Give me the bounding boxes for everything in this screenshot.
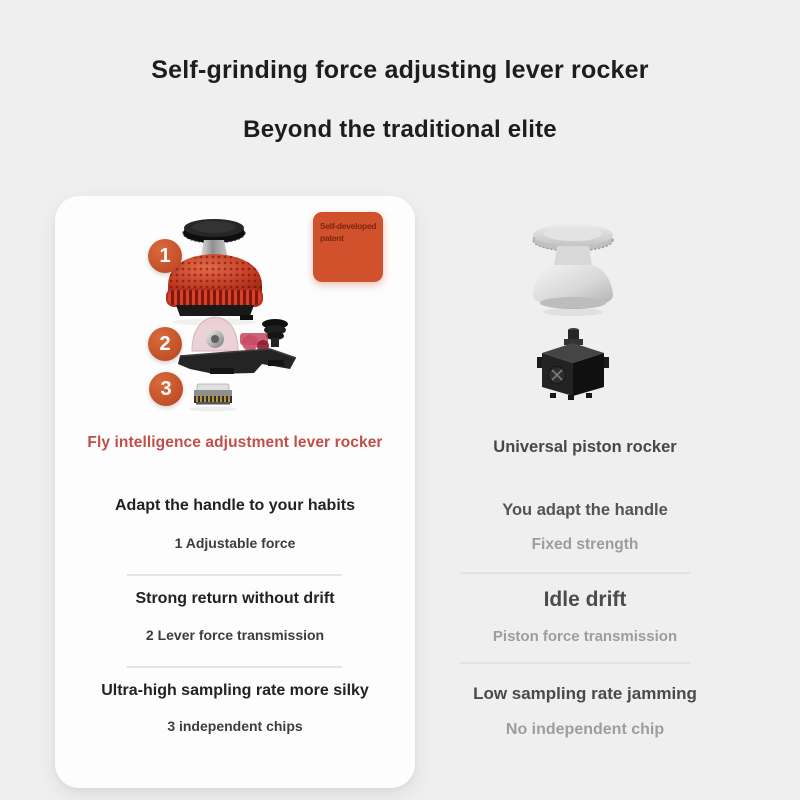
right-feature-3-title: Low sampling rate jamming — [473, 684, 697, 703]
left-feature-2-title: Strong return without drift — [135, 590, 335, 607]
right-feature-2-title: Idle drift — [543, 588, 627, 611]
part-marker-1: 1 — [148, 239, 182, 273]
right-feature-1-subtitle: Fixed strength — [531, 536, 639, 553]
right-feature-1-title: You adapt the handle — [502, 501, 668, 519]
left-feature-1-title: Adapt the handle to your habits — [114, 497, 355, 514]
right-feature-3-subtitle: No independent chip — [505, 721, 665, 738]
left-feature-3-subtitle: 3 independent chips — [167, 718, 303, 734]
left-product-card — [55, 196, 415, 788]
part-marker-3: 3 — [149, 372, 183, 406]
gray-thumbstick-cap — [533, 224, 613, 316]
piston-rocker-illustration — [520, 215, 630, 405]
left-feature-2-subtitle: 2 Lever force transmission — [145, 627, 325, 643]
joystick-cap — [183, 219, 245, 259]
piston-module — [537, 328, 609, 400]
joystick-red-body — [166, 254, 263, 326]
lever-mechanism — [178, 317, 296, 374]
self-developed-patent-badge: Self-developed patent — [313, 212, 383, 282]
left-feature-3-title: Ultra-high sampling rate more silky — [101, 682, 369, 699]
left-divider-1 — [127, 574, 342, 576]
right-divider-2 — [460, 662, 690, 664]
right-divider-1 — [460, 572, 690, 574]
right-product-heading: Universal piston rocker — [493, 438, 677, 456]
left-feature-1-subtitle: 1 Adjustable force — [174, 535, 296, 551]
left-divider-2 — [127, 666, 342, 668]
right-feature-2-subtitle: Piston force transmission — [492, 628, 678, 645]
left-product-heading: Fly intelligence adjustment lever rocker — [87, 434, 383, 451]
part-marker-2: 2 — [148, 327, 182, 361]
page-subtitle: Beyond the traditional elite — [243, 116, 557, 143]
page-title: Self-grinding force adjusting lever rocker — [151, 56, 649, 84]
chip-connector — [189, 384, 237, 412]
